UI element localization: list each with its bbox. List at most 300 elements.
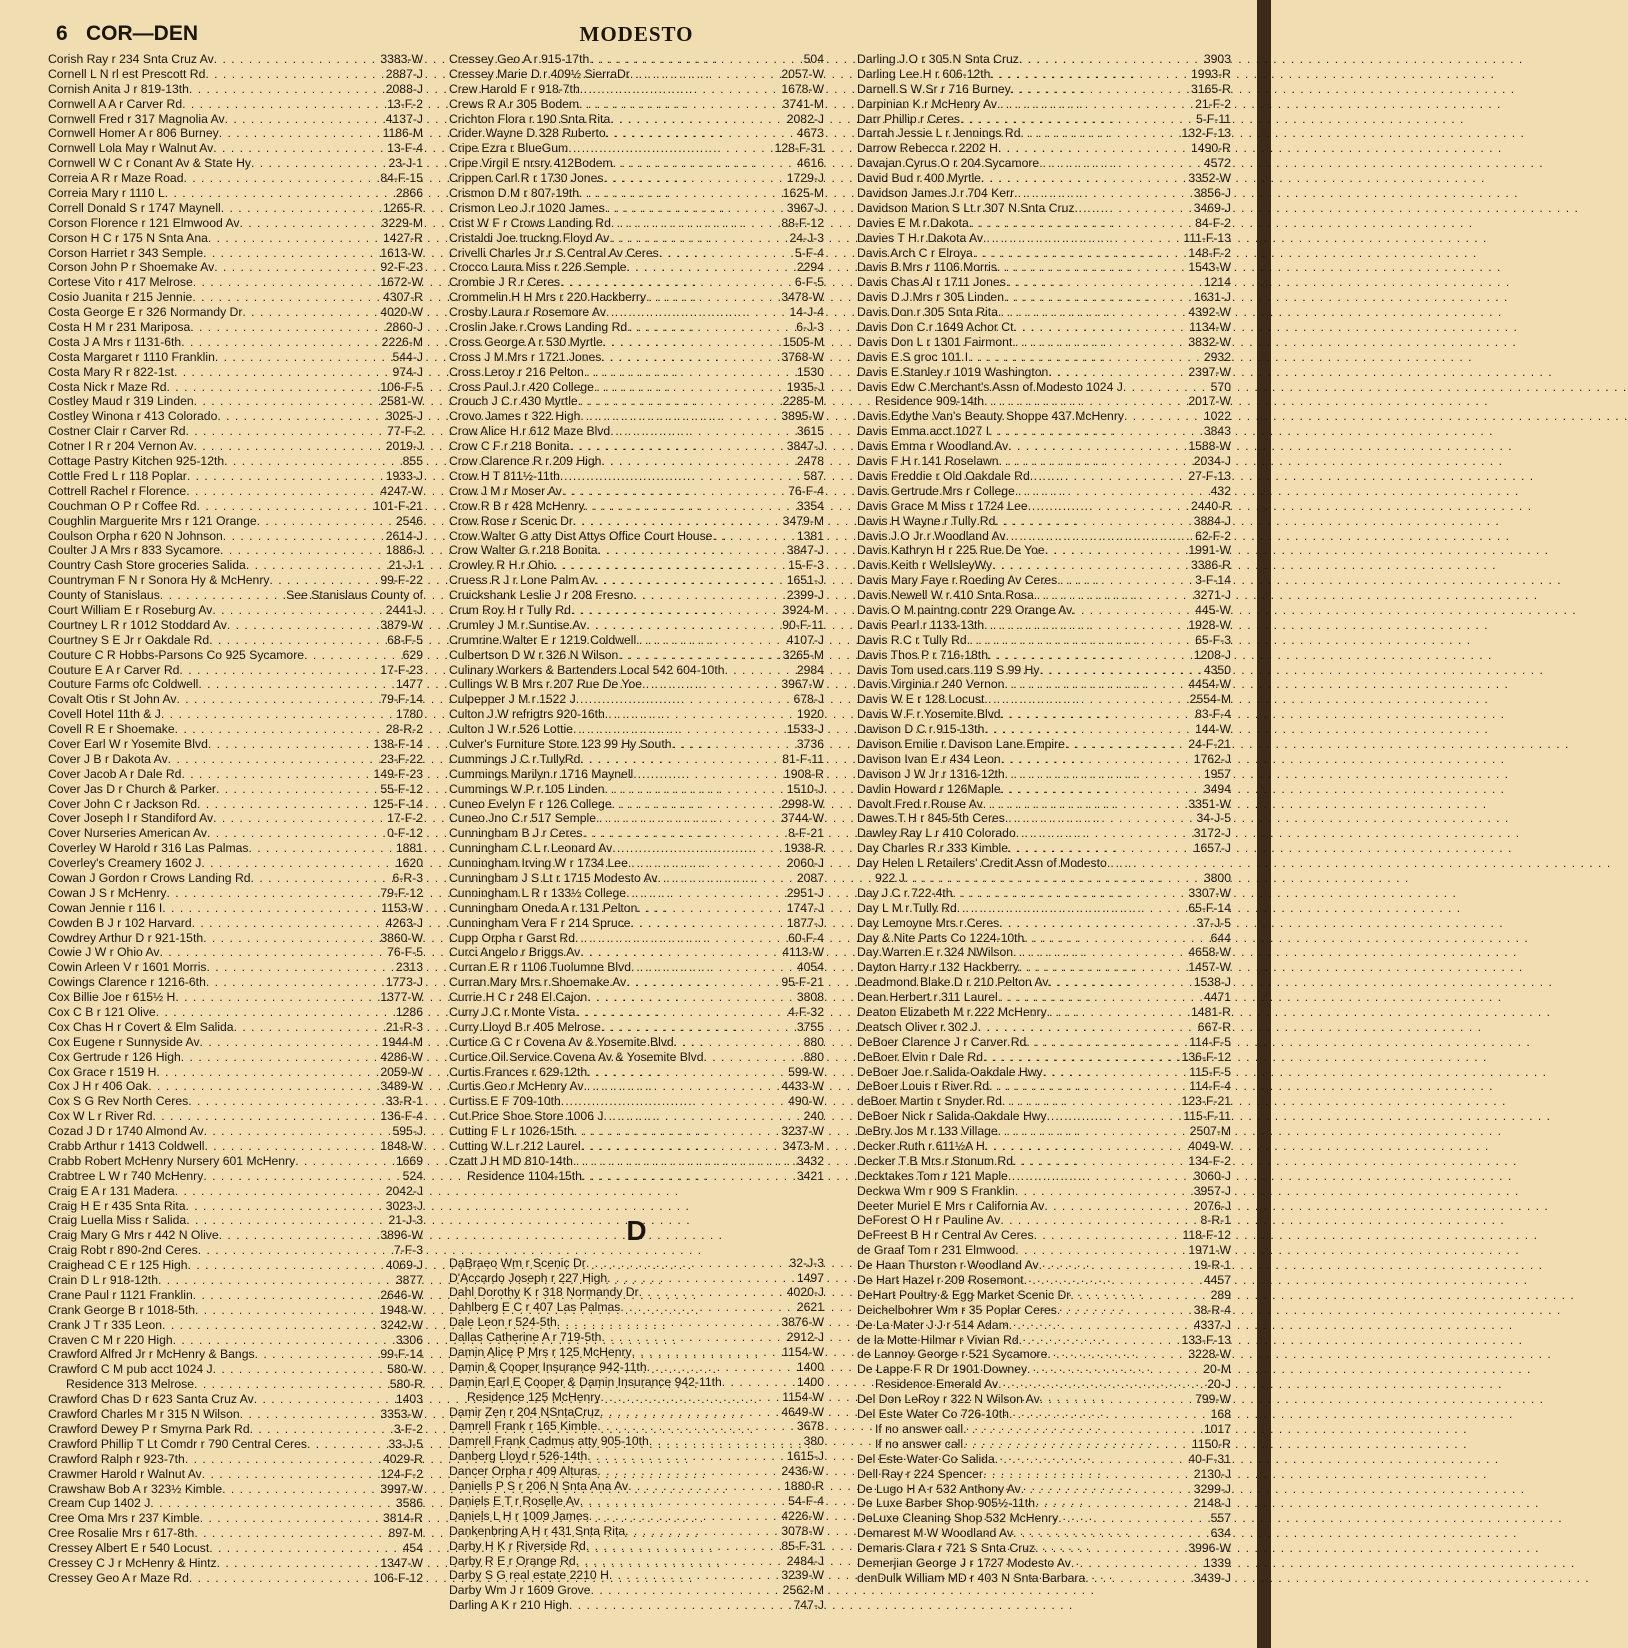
listing-row (48, 216, 423, 231)
listing-row (48, 52, 423, 67)
leader-dots (1035, 1541, 1186, 1556)
listing-row (449, 320, 824, 335)
listing-name: Cruickshank Leslie J r 208 Fresno (449, 588, 634, 603)
leader-dots (584, 365, 795, 380)
leader-dots (1048, 365, 1186, 380)
listing-name: Countryman F N r Sonora Hy & McHenry (48, 573, 270, 588)
listing-name: Couture Farms ofc Coldwell (48, 677, 199, 692)
listing-phone: 1993-R (1191, 66, 1231, 81)
section-letter: D (626, 1214, 647, 1246)
listing-phone: 3996-W (1188, 1541, 1231, 1556)
listing-phone: 2397-W (1188, 364, 1231, 379)
listing-row (48, 1556, 423, 1571)
listing-name: Crismon D M r 807-19th (449, 186, 580, 201)
listing-phone: 2440-R (1191, 498, 1231, 513)
listing-name: Cream Cup 1402 J (48, 1496, 151, 1511)
listing-row (857, 1377, 1231, 1392)
listing-row (449, 886, 824, 901)
listing-phone: 3967-J (786, 200, 824, 215)
listing-row (449, 1479, 824, 1494)
listing-row (857, 1273, 1231, 1288)
listing-row (449, 648, 824, 663)
listing-phone: 4069-J (385, 1258, 423, 1273)
leader-dots (186, 1199, 384, 1214)
listing-phone: 1022 (1203, 409, 1231, 424)
listing-name: Cornwell Lola May r Walnut Av (48, 141, 214, 156)
listing-row (449, 112, 824, 127)
listing-name: Demaris Clara r 721 S Snta Cruz (857, 1541, 1036, 1556)
listing-name: De Lugo H A r 532 Anthony Av (857, 1481, 1021, 1496)
listing-name: Davis F H r 141 Roselawn (857, 454, 999, 469)
listing-phone: 3736 (796, 736, 824, 751)
leader-dots (586, 618, 780, 633)
listing-row (48, 141, 423, 156)
listing-phone: 1613-W (380, 245, 423, 260)
listing-phone: 1678-W (781, 81, 824, 96)
listing-name: Culpepper J M r 1522 J (449, 692, 576, 707)
listing-name: Crawford Dewey P r Smyrna Park Rd (48, 1421, 250, 1436)
listing-phone: 14-J-4 (789, 305, 824, 320)
listing-name: Currie H C r 248 El Cajon (449, 990, 588, 1005)
listing-row (857, 1362, 1231, 1377)
listing-name: Crawford Charles M r 315 N Wilson (48, 1407, 240, 1422)
leader-dots (1045, 543, 1187, 558)
listing-name: Crawford Alfred Jr r McHenry & Bangs (48, 1347, 255, 1362)
listing-name: Croslin Jake r Crows Landing Rd (449, 320, 628, 335)
listing-name: Covell R E r Shoemake (48, 722, 175, 737)
listing-name: Craig H E r 435 Snta Rita (48, 1198, 186, 1213)
listing-phone: 3814-R (383, 1511, 423, 1526)
listing-phone: 4049-W (1188, 1139, 1231, 1154)
listing-phone: 1381 (796, 528, 824, 543)
listing-row (48, 1437, 423, 1452)
listing-name: Deaton Elizabeth M r 222 McHenry (857, 1005, 1047, 1019)
leader-dots (220, 543, 384, 558)
listing-name: Craven C M r 220 High (48, 1332, 173, 1347)
listing-name: Cosio Juanita r 215 Jennie (48, 290, 193, 305)
listing-row (449, 797, 824, 812)
listing-row (857, 1094, 1231, 1109)
listing-name: Crabb Arthur r 1413 Coldwell (48, 1139, 205, 1154)
listing-phone: 1881 (395, 841, 423, 856)
listing-phone: 504 (803, 52, 824, 66)
listing-name: Davis Don r 305 Snta Rita (857, 305, 998, 320)
leader-dots (983, 1050, 1180, 1065)
listing-row (449, 722, 824, 737)
listing-row (48, 201, 423, 216)
leader-dots (659, 246, 793, 261)
listing-name: Deatsch Oliver r 302 J (857, 1019, 978, 1034)
leader-dots (1047, 1005, 1189, 1020)
listing-row (449, 960, 824, 975)
listing-name: Crismon Leo J r 1020 James (449, 200, 605, 215)
listing-name: Dahlberg E C r 407 Las Palmas (449, 1300, 621, 1315)
listing-row (857, 916, 1231, 931)
leader-dots (160, 945, 386, 960)
listing-phone: 21-J-3 (388, 1213, 423, 1228)
leader-dots (1008, 439, 1186, 454)
listing-phone: 3299-J (1193, 1481, 1231, 1496)
listing-row (857, 1333, 1231, 1348)
leader-dots (998, 141, 1189, 156)
leader-dots (626, 886, 785, 901)
leader-dots (998, 305, 1186, 320)
listing-name: Cotner I R r 204 Vernon Av (48, 439, 194, 454)
listing-row (449, 141, 824, 156)
listing-row (449, 603, 824, 618)
listing-phone: 1481-R (1191, 1005, 1231, 1019)
leader-dots (618, 648, 780, 663)
leader-dots (186, 1213, 386, 1228)
leader-dots (1013, 320, 1187, 335)
leader-dots (1014, 186, 1192, 201)
listing-phone: 2313 (395, 960, 423, 975)
listing-phone: 3847-J (786, 439, 824, 454)
leader-dots (223, 529, 384, 544)
listing-name: Cripe Virgil E nrsry 412Bodem (449, 156, 613, 171)
listing-phone: 38-R-4 (1193, 1302, 1231, 1317)
leader-dots (176, 692, 378, 707)
listing-phone: 2130-J (1193, 1466, 1231, 1481)
listing-row (48, 707, 423, 722)
leader-dots (657, 871, 794, 886)
leader-dots (1020, 126, 1179, 141)
listing-row (857, 1169, 1231, 1184)
listing-name: Curry Lloyd B r 405 Melrose (449, 1019, 601, 1034)
leader-dots (985, 1139, 1187, 1154)
listing-row (449, 409, 824, 424)
listing-row (857, 1526, 1231, 1541)
listing-name: Corson H C r 175 N Snta Ana (48, 230, 208, 245)
listing-row (857, 439, 1231, 454)
leader-dots (998, 1124, 1188, 1139)
leader-dots (560, 469, 802, 484)
leader-dots (1019, 960, 1186, 975)
listing-row (857, 1571, 1231, 1586)
listing-name: Cox Billie Joe r 615½ H (48, 990, 176, 1005)
listing-row (857, 1109, 1231, 1124)
listing-name: Deadmond Blake D r 210 Pelton Av (857, 975, 1049, 990)
leader-dots (591, 1583, 781, 1598)
listing-phone: 2912-J (786, 1330, 824, 1345)
listing-row (449, 82, 824, 97)
listing-row (449, 514, 824, 529)
leader-dots (156, 1005, 394, 1020)
listing-name: Cowden B J r 102 Harvard (48, 915, 192, 930)
listing-row (48, 1243, 423, 1258)
listing-name: Davis Emma acct 1027 I (857, 424, 990, 439)
listing-name: Crow Walter G r 218 Bonita (449, 543, 598, 558)
listing-row (48, 484, 423, 499)
listing-name: Covalt Otis r St John Av (48, 692, 177, 707)
listing-row (857, 558, 1231, 573)
leader-dots (1021, 1482, 1192, 1497)
listing-row (449, 380, 824, 395)
listing-name: Del Este Water Co Salida (857, 1451, 995, 1466)
listing-phone: 1154-W (782, 1389, 824, 1404)
leader-dots (712, 529, 794, 544)
listing-name: Darrow Rebecca r 2202 H (857, 141, 998, 156)
listing-phone: 1886-J (385, 543, 423, 558)
listing-name: Cristaldi Joe truckng Floyd Av (449, 230, 610, 245)
listing-phone: 76-F-5 (387, 945, 423, 960)
listing-phone: 24-F-21 (1188, 736, 1231, 751)
listing-name: Coverley W Harold r 316 Las Palmas (48, 841, 249, 856)
leader-dots (194, 1377, 388, 1392)
listing-name: Davis Pearl r 1133-13th (857, 617, 985, 632)
listing-name: Dancer Orpha r 409 Alturas (449, 1464, 598, 1479)
leader-dots (205, 67, 383, 82)
listing-row (857, 1154, 1231, 1169)
listing-name: Day Helen L Retailers' Credit Assn of Modesto (857, 856, 1107, 871)
leader-dots (1008, 841, 1192, 856)
listing-row (48, 1065, 423, 1080)
listing-row (449, 305, 824, 320)
leader-dots (307, 1437, 386, 1452)
listing-row (449, 1419, 824, 1434)
listing-row (857, 231, 1231, 246)
listing-phone: 1427-R (383, 230, 423, 245)
listing-phone: 3896-W (380, 1228, 423, 1243)
listing-phone: 2059-W (380, 1064, 423, 1079)
leader-dots (642, 677, 779, 692)
leader-dots (1072, 603, 1193, 618)
leader-dots (598, 543, 785, 558)
listing-phone: 27-F-13 (1188, 468, 1231, 483)
listing-name: Costa H M r 231 Mariposa (48, 320, 191, 335)
listing-phone: 2478 (796, 454, 824, 469)
listing-name: Daniels L H r 1009 James (449, 1508, 589, 1523)
listing-row (857, 1422, 1231, 1437)
listing-row (857, 960, 1231, 975)
leader-dots (575, 1005, 786, 1020)
leader-dots (672, 737, 795, 752)
leader-dots (1039, 156, 1202, 171)
listing-row (48, 1273, 423, 1288)
listing-name: Crider Wayne D 328 Ruberto (449, 126, 606, 141)
listing-phone: 115-F-5 (1189, 1064, 1231, 1079)
leader-dots (1124, 409, 1202, 424)
listing-name: Cowings Clarence r 1216-6th (48, 975, 206, 990)
listing-phone: 3903 (1203, 52, 1231, 66)
listing-name: Decktakes Tom r 121 Maple (857, 1168, 1008, 1183)
listing-name: Davis Newell W r 410 Snta Rosa (857, 588, 1034, 603)
listing-phone: 1944-M (381, 1034, 423, 1049)
leader-dots (239, 216, 379, 231)
leader-dots (632, 1345, 781, 1360)
listing-name: Darr Phillip r Ceres (857, 111, 960, 126)
leader-dots (562, 484, 786, 499)
listing-phone: 54-F-4 (788, 1493, 824, 1508)
leader-dots (589, 52, 801, 67)
leader-dots (612, 797, 780, 812)
listing-row (449, 171, 824, 186)
listing-phone: 1150-R (1191, 1436, 1231, 1451)
leader-dots (1057, 573, 1193, 588)
listing-phone: 4029-R (383, 1451, 423, 1466)
listing-phone: 3879-W (380, 617, 423, 632)
listing-phone: 3-F-2 (393, 1421, 423, 1436)
listing-phone: 3383-W (380, 52, 423, 66)
leader-dots (217, 1556, 379, 1571)
leader-dots (905, 871, 1202, 886)
leader-dots (198, 677, 394, 692)
listing-phone: 13-F-2 (387, 96, 423, 111)
listing-row (449, 67, 824, 82)
listing-phone: 1928-W (1188, 617, 1231, 632)
listing-row (857, 82, 1231, 97)
listing-phone: 1620 (395, 856, 423, 871)
listing-name: Deichelbohrer Wm r 35 Poplar Ceres (857, 1302, 1057, 1317)
leader-dots (175, 990, 378, 1005)
listing-row (449, 931, 824, 946)
listing-name: Coulter J A Mrs r 833 Sycamore (48, 543, 221, 558)
listing-phone: 432 (1210, 483, 1231, 498)
listing-row (48, 1452, 423, 1467)
leader-dots (201, 856, 394, 871)
leader-dots (1012, 335, 1186, 350)
listing-name: Cutting W L r 212 Laurel (449, 1139, 581, 1154)
leader-dots (214, 52, 379, 67)
listing-row (449, 439, 824, 454)
leader-dots (192, 916, 384, 931)
listing-row (449, 1094, 824, 1109)
leader-dots (589, 1509, 780, 1524)
listing-name: Crosby Laura r Rosemore Av (449, 305, 606, 320)
listing-phone: 4658-W (1188, 945, 1231, 960)
listing-name: Residence 909-14th (875, 394, 985, 409)
listing-name: Dean Herbert r 311 Laurel (857, 990, 998, 1005)
leader-dots (1009, 1407, 1209, 1422)
listing-phone: 1780 (395, 707, 423, 722)
listing-row (857, 409, 1231, 424)
listing-phone: 1286 (395, 1005, 423, 1019)
listing-phone: 1588-W (1188, 439, 1231, 454)
listing-phone: 1615-J (786, 1449, 824, 1464)
leader-dots (983, 1467, 1192, 1482)
listing-row (449, 260, 824, 275)
leader-dots (222, 1482, 378, 1497)
leader-dots (584, 1079, 780, 1094)
listing-phone: 629 (402, 647, 423, 662)
listing-phone: 65-F-14 (1188, 900, 1231, 915)
leader-dots (158, 1273, 394, 1288)
leader-dots (984, 692, 1187, 707)
listing-phone: 101-F-21 (373, 498, 423, 513)
listing-phone: 138-F-14 (373, 736, 423, 751)
listing-phone: 1505-M (782, 334, 824, 349)
listing-phone: 2984 (796, 662, 824, 677)
listing-name: Dankenbring A H r 431 Snta Rita (449, 1523, 626, 1538)
listing-row (449, 677, 824, 692)
listing-phone: 32-J-3 (789, 1255, 824, 1270)
leader-dots (581, 1139, 781, 1154)
listing-name: Cunningham Vera F r 214 Spruce (449, 915, 631, 930)
listing-name: Cross Leroy r 216 Pelton (449, 364, 584, 379)
listing-row (449, 365, 824, 380)
listing-row (857, 112, 1231, 127)
listing-phone: 2441-J (385, 602, 423, 617)
listing-phone: 106-F-12 (373, 1570, 423, 1585)
leader-dots (185, 424, 385, 439)
listing-row (48, 618, 423, 633)
listing-phone: 2019-J (385, 439, 423, 454)
listing-row (449, 558, 824, 573)
listing-phone: 124-F-2 (380, 1466, 423, 1481)
listing-phone: 880 (803, 1034, 824, 1049)
leader-dots (1015, 484, 1209, 499)
listing-phone: 114-F-4 (1189, 1079, 1231, 1094)
leader-dots (1030, 469, 1187, 484)
listing-row (449, 1360, 824, 1375)
leader-dots (609, 231, 787, 246)
listing-name: Del Don LeRoy r 322 N Wilson Av (857, 1392, 1040, 1407)
listing-name: Crovo James r 322 High (449, 409, 581, 424)
listing-name: Cottrell Rachel r Florence (48, 483, 187, 498)
leader-dots (606, 305, 788, 320)
listing-row (48, 1124, 423, 1139)
leader-dots (1040, 1392, 1193, 1407)
listing-row (857, 782, 1231, 797)
leader-dots (208, 737, 372, 752)
leader-dots (1028, 499, 1189, 514)
listing-row (48, 856, 423, 871)
listing-row (449, 782, 824, 797)
listing-row (48, 499, 423, 514)
listing-phone: 3489-W (380, 1079, 423, 1094)
leader-dots (601, 350, 779, 365)
listing-name: Cuneo Jno C r 517 Semple (449, 811, 597, 826)
leader-dots (187, 469, 384, 484)
listing-phone: 106-F-5 (380, 379, 423, 394)
listing-phone: 3078-W (781, 1523, 824, 1538)
listing-name: Covell Hotel 11th & J (48, 707, 161, 722)
listing-name: DeBoer Joe r Salida-Oakdale Hwy (857, 1064, 1043, 1079)
listing-name: Curran E R r 1106 Tuolumne Blvd (449, 960, 631, 975)
listing-phone: 3228-W (1188, 1347, 1231, 1362)
listing-phone: 3023-J (385, 1198, 423, 1213)
listing-phone: 111-F-13 (1183, 230, 1231, 245)
leader-dots (1015, 1184, 1192, 1199)
listing-row (449, 52, 824, 67)
listing-phone: 62-F-2 (1195, 528, 1231, 543)
listing-phone: 3165-R (1191, 81, 1231, 96)
listing-row (48, 543, 423, 558)
listing-phone: 2436-W (781, 1464, 824, 1479)
listing-row (449, 916, 824, 931)
listing-row (48, 1079, 423, 1094)
listing-name: Davis Edythe Van's Beauty Shoppe 437 McHenry (857, 409, 1124, 424)
listing-name: Corish Ray r 234 Snta Cruz Av (48, 52, 214, 66)
listing-row (857, 350, 1231, 365)
name-range: COR—DEN (86, 22, 199, 45)
leader-dots (625, 1524, 779, 1539)
listing-name: de la Motte Hilmar r Vivian Rd (857, 1332, 1019, 1347)
leader-dots (165, 186, 394, 201)
listing-phone: 678-J (793, 692, 824, 707)
listing-phone: 3307-W (1188, 885, 1231, 900)
listing-name: Darby S G real estate 2210 H (449, 1568, 609, 1583)
leader-dots (627, 320, 794, 335)
listing-phone: 3469-J (1193, 200, 1231, 215)
listing-name: Decker T B Mrs r Stonum Rd (857, 1153, 1013, 1168)
listing-name: Crawford Phillip T Lt Comdr r 790 Central Ceres (48, 1436, 307, 1451)
leader-dots (579, 97, 781, 112)
listing-phone: 1631-J (1193, 290, 1231, 305)
listing-row (857, 1035, 1231, 1050)
leader-dots (192, 290, 381, 305)
listing-row (857, 380, 1231, 395)
